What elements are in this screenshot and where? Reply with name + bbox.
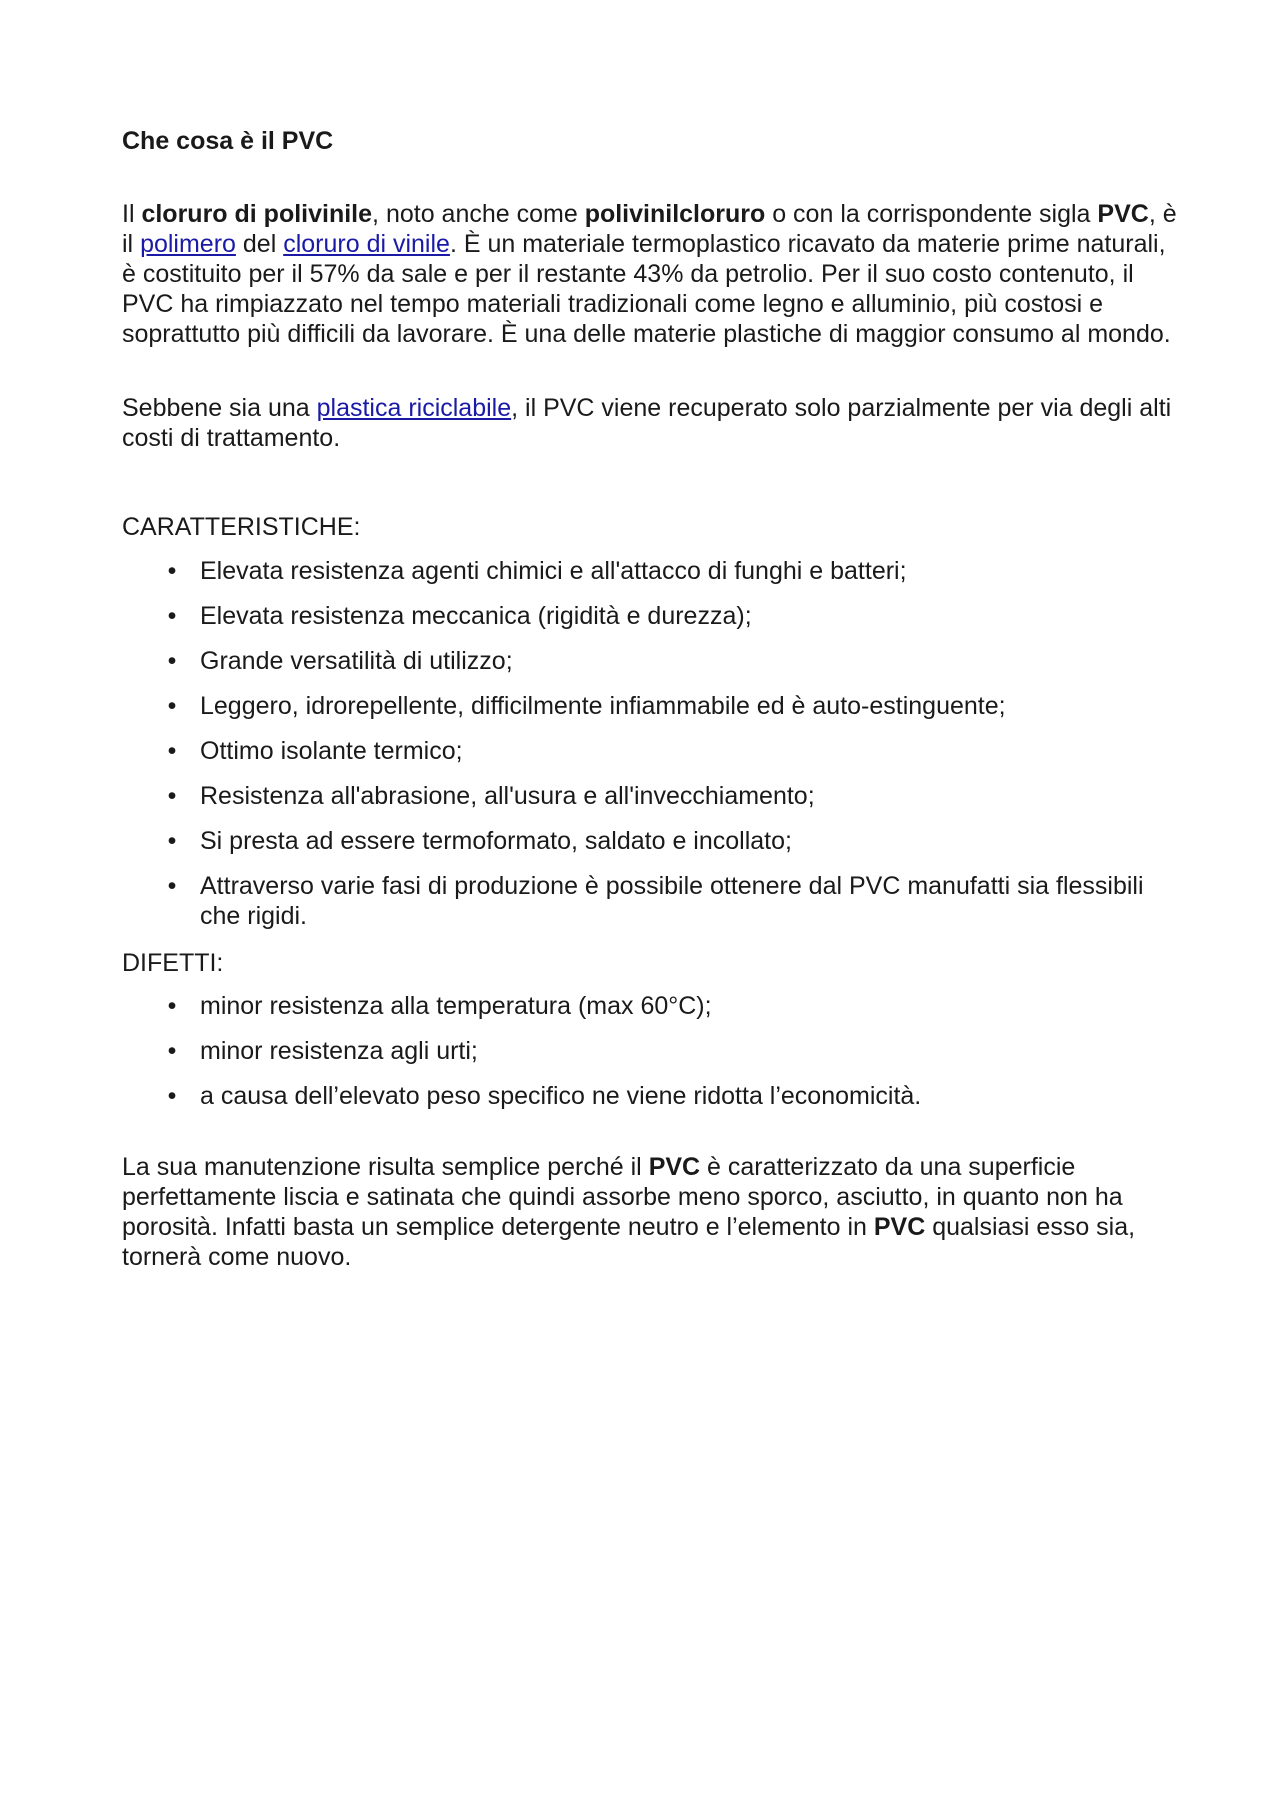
list-item [122, 991, 1160, 1021]
caratteristiche-list [122, 556, 1182, 946]
list-item [122, 601, 1160, 631]
bullet-icon: • [167, 872, 177, 900]
list-item-text: Elevata resistenza agenti chimici e all'attacco di funghi e batteri; [200, 557, 907, 585]
bullet-icon: • [167, 692, 177, 720]
list-item-text: Resistenza all'abrasione, all'usura e all'invecchiamento; [200, 782, 815, 810]
list-item [122, 736, 1160, 766]
bullet-icon: • [167, 827, 177, 855]
intro-bold-1: cloruro di polivinile [141, 200, 373, 228]
intro-bold-2: polivinilcloruro [584, 200, 766, 228]
list-item-text: Elevata resistenza meccanica (rigidità e durezza); [200, 602, 752, 630]
list-item [122, 871, 1160, 931]
maintenance-bold-1: PVC [648, 1153, 701, 1181]
polimero-link[interactable]: polimero [140, 230, 236, 258]
list-item-text: Si presta ad essere termoformato, saldato e incollato; [200, 827, 792, 855]
maintenance-paragraph [122, 1152, 1182, 1272]
difetti-heading: DIFETTI: [122, 949, 224, 977]
list-item-text: Grande versatilità di utilizzo; [200, 647, 513, 675]
list-item [122, 556, 1160, 586]
maintenance-text-2: è caratterizzato da una superficie perfettamente liscia e satinata che quindi assorbe meno sporco, asciutto, in quanto non ha porosità. Infatti basta un semplice detergente neutro e l’elemento in [122, 1153, 1123, 1241]
bullet-icon: • [167, 557, 177, 585]
intro-text-6: . È un materiale termoplastico ricavato da materie prime naturali, è costituito per il 57% da sale e per il restante 43% da petrolio. Per il suo costo contenuto, il PVC ha rimpiazzato nel tempo materiali tradizionali come legno e alluminio, più costosi e soprattutto più difficili da lavorare. È una delle materie plastiche di maggior consumo al mondo. [122, 230, 1171, 348]
list-item [122, 1081, 1160, 1111]
list-item [122, 826, 1160, 856]
bullet-icon: • [167, 737, 177, 765]
intro-text-3: o con la corrispondente sigla [765, 200, 1098, 228]
list-item-text: Attraverso varie fasi di produzione è possibile ottenere dal PVC manufatti sia flessibili che rigidi. [200, 872, 1144, 930]
list-item-text: a causa dell’elevato peso specifico ne viene ridotta l’economicità. [200, 1082, 922, 1110]
list-item [122, 1036, 1160, 1066]
page-title: Che cosa è il PVC [122, 127, 334, 155]
bullet-icon: • [167, 647, 177, 675]
intro-text-1: Il [122, 200, 142, 228]
list-item [122, 781, 1160, 811]
maintenance-text-3: qualsiasi esso sia, tornerà come nuovo. [122, 1213, 1136, 1271]
bullet-icon: • [167, 1037, 177, 1065]
plastica-riciclabile-link[interactable]: plastica riciclabile [316, 394, 512, 422]
intro-text-4: , è il [122, 200, 1177, 258]
intro-text-2: , noto anche come [372, 200, 585, 228]
list-item-text: Leggero, idrorepellente, difficilmente infiammabile ed è auto-estinguente; [200, 692, 1006, 720]
maintenance-text-1: La sua manutenzione risulta semplice perché il [122, 1153, 649, 1181]
recycle-paragraph [122, 393, 1182, 453]
maintenance-bold-2: PVC [873, 1213, 926, 1241]
intro-paragraph [122, 199, 1182, 349]
intro-bold-3: PVC [1097, 200, 1149, 228]
bullet-icon: • [167, 782, 177, 810]
bullet-icon: • [167, 602, 177, 630]
intro-text-5: del [235, 230, 284, 258]
bullet-icon: • [167, 1082, 177, 1110]
list-item-text: minor resistenza alla temperatura (max 60°C); [200, 992, 712, 1020]
caratteristiche-heading: CARATTERISTICHE: [122, 513, 361, 541]
list-item [122, 691, 1160, 721]
list-item [122, 646, 1160, 676]
recycle-text-1: Sebbene sia una [122, 394, 317, 422]
recycle-text-2: , il PVC viene recuperato solo parzialmente per via degli alti costi di trattamento. [122, 394, 1172, 452]
difetti-list [122, 991, 1182, 1126]
list-item-text: minor resistenza agli urti; [200, 1037, 478, 1065]
cloruro-di-vinile-link[interactable]: cloruro di vinile [283, 230, 450, 258]
bullet-icon: • [167, 992, 177, 1020]
list-item-text: Ottimo isolante termico; [200, 737, 463, 765]
